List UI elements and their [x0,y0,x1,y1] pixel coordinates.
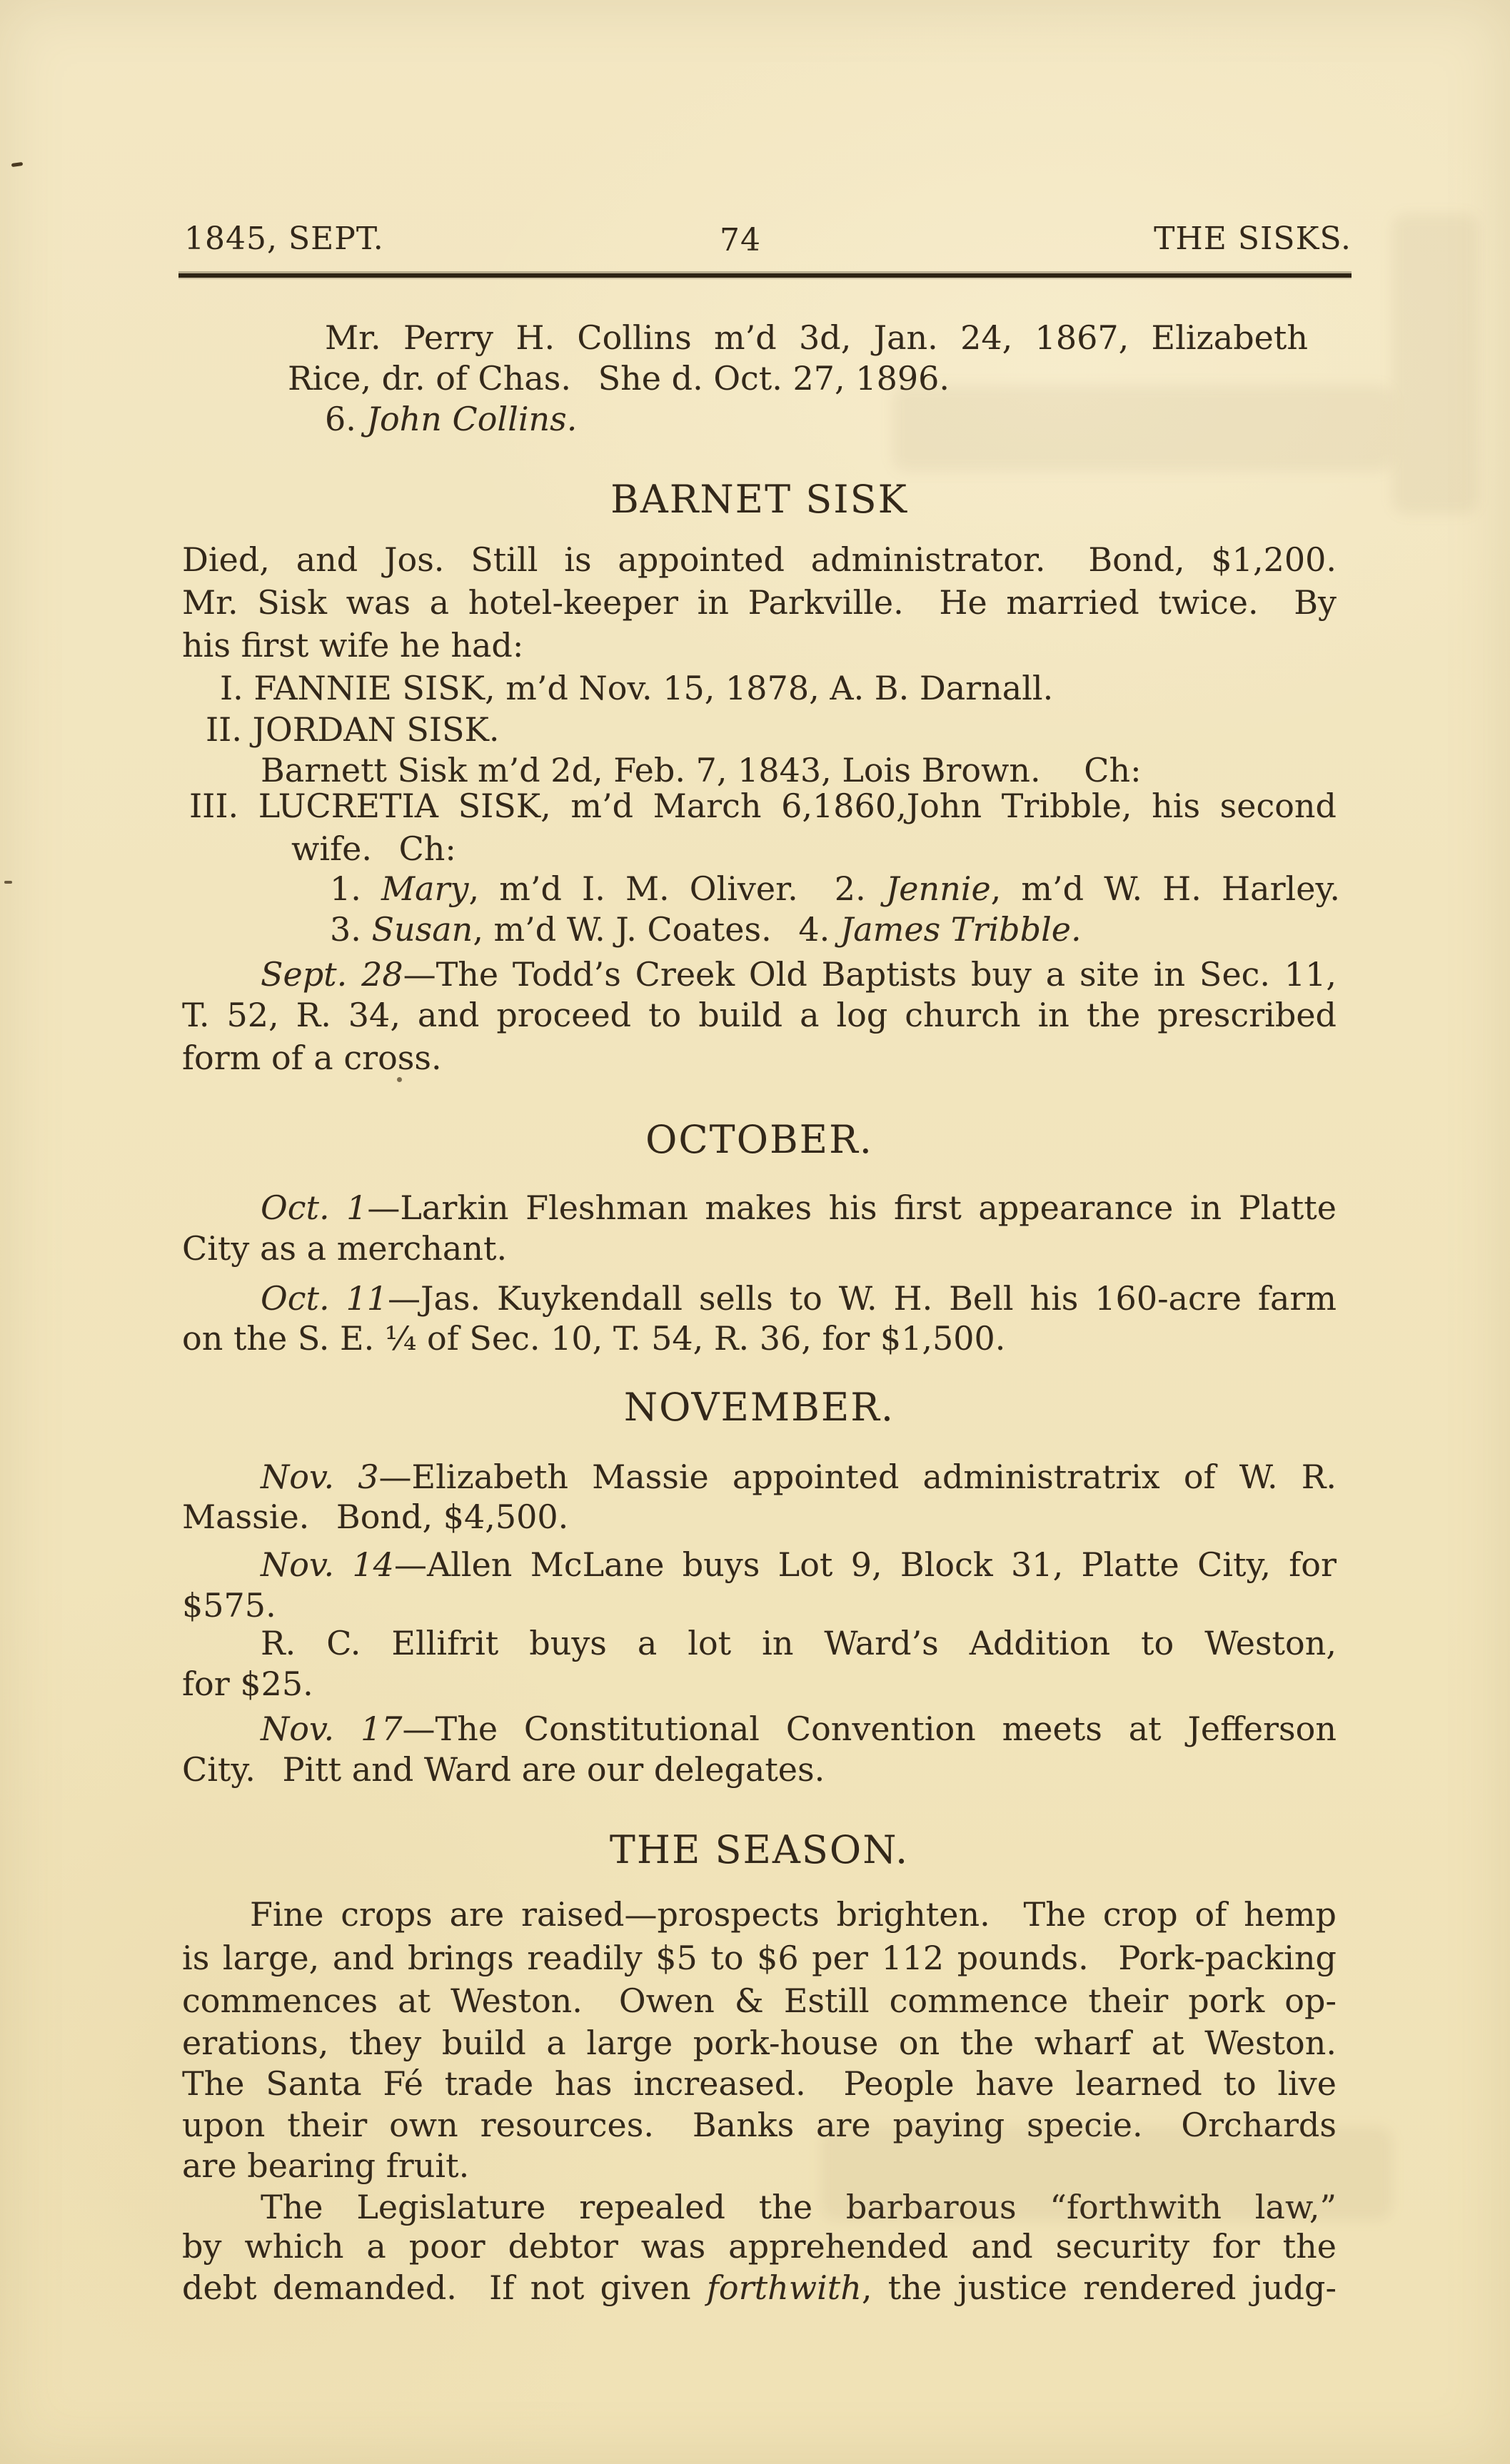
text-segment: II. JORDAN SISK. [206,710,500,749]
text-line [182,2226,1337,2268]
text-segment: III. LUCRETIA SISK, m’d March 6,1860,John Tribble, his second [189,787,1337,825]
text-segment: commences at Weston. Owen & Estill commence their pork op- [182,1981,1337,2020]
text-line [330,909,1082,951]
text-segment: I. FANNIE SISK, m’d Nov. 15, 1878, A. B. Darnall. [220,669,1054,707]
text-line [288,358,950,400]
text-segment: , m’d W. J. Coates. 4. [473,910,840,949]
text-line [182,1037,442,1080]
italic-text: Jennie [885,869,991,908]
ink-speck [397,1077,402,1082]
italic-text: Mary [381,869,469,908]
text-segment: Massie. Bond, $4,500. [182,1498,569,1536]
text-segment: Died, and Jos. Still is appointed administrator. Bond, $1,200. [182,540,1337,579]
text-segment: Rice, dr. of Chas. She d. Oct. 27, 1896. [288,359,950,398]
text-line [182,2145,469,2188]
text-segment: form of a cross. [182,1039,442,1077]
text-segment: are bearing fruit. [182,2146,470,2185]
text-segment: Mr. Perry H. Collins m’d 3d, Jan. 24, 1867, Elizabeth [325,318,1308,357]
bleed-through-smudge [892,385,1392,471]
text-line [261,1187,1337,1230]
text-segment: Mr. Sisk was a hotel-keeper in Parkville. He married twice. By [182,583,1337,622]
text-line [182,1749,825,1792]
text-line [330,868,1340,911]
text-line [220,667,1053,710]
text-segment: erations, they build a large pork-house on the wharf at Weston. [182,2024,1337,2062]
text-line [182,1937,1337,1980]
section-heading: BARNET SISK [610,477,908,522]
header-title: THE SISKS. [1154,221,1352,257]
text-line [261,1544,1337,1587]
text-segment: Barnett Sisk m’d 2d, Feb. 7, 1843, Lois Brown. Ch: [261,751,1142,789]
text-line [182,1228,507,1271]
italic-text: Oct. 11 [261,1279,388,1318]
text-segment: City. Pitt and Ward are our delegates. [182,1750,825,1789]
text-segment: $575. [182,1586,276,1625]
section-heading: NOVEMBER. [623,1385,895,1430]
text-line [261,1622,1337,1665]
text-segment: 6. [325,400,367,438]
text-segment: wife. Ch: [291,829,456,868]
text-line [182,2063,1337,2106]
text-segment: , m’d I. M. Oliver. 2. [468,869,886,908]
italic-text: John Collins. [366,400,578,438]
text-line [325,398,577,441]
text-line [261,1456,1337,1499]
text-segment: , m’d W. H. Harley. [990,869,1340,908]
text-line [189,785,1337,828]
bleed-through-smudge [821,2127,1392,2220]
text-line [206,709,500,752]
header-date: 1845, SEPT. [184,221,384,257]
text-segment: Fine crops are raised—prospects brighten. The crop of hemp [250,1895,1337,1934]
text-segment: debt demanded. If not given [182,2268,707,2307]
text-line [182,1496,568,1539]
text-line [182,625,523,667]
header-page-number: 74 [720,222,761,258]
text-segment: his first wife he had: [182,626,524,665]
ink-speck [4,881,12,884]
text-line [291,828,456,871]
text-line [261,1278,1337,1321]
section-heading: OCTOBER. [645,1117,873,1162]
text-line [250,1894,1337,1937]
text-segment: 3. [330,910,372,949]
text-segment: R. C. Ellifrit buys a lot in Ward’s Addition to Weston, [261,1624,1337,1662]
text-line [182,2267,1337,2310]
text-segment: is large, and brings readily $5 to $6 per 112 pounds. Pork-packing [182,1939,1337,1977]
text-line [182,582,1337,625]
text-segment: City as a merchant. [182,1229,508,1268]
text-segment: , the justice rendered judg- [861,2268,1337,2307]
italic-text: Oct. 1 [261,1188,368,1227]
ink-speck [11,162,24,167]
text-line [261,954,1337,996]
text-segment: upon their own resources. Banks are paying specie. Orchards [182,2106,1337,2144]
text-segment: for $25. [182,1665,313,1703]
text-line [182,2022,1337,2065]
italic-text: Susan [371,910,473,949]
header-rule [178,273,1352,278]
text-line [182,1663,313,1706]
text-segment: —Jas. Kuykendall sells to W. H. Bell his 160-acre farm [388,1279,1337,1318]
text-line [182,994,1337,1037]
text-segment: The Santa Fé trade has increased. People have learned to live [182,2064,1337,2103]
text-segment: —Allen McLane buys Lot 9, Block 31, Platte City, for [393,1545,1337,1584]
text-line [182,1980,1337,2023]
text-segment: —The Todd’s Creek Old Baptists buy a site in Sec. 11, [403,955,1337,994]
italic-text: Nov. 17 [261,1710,403,1748]
text-segment: on the S. E. ¼ of Sec. 10, T. 54, R. 36, for $1,500. [182,1319,1006,1358]
italic-text: Sept. 28 [261,955,403,994]
text-segment: —Elizabeth Massie appointed administratrix of W. R. [378,1458,1337,1496]
text-line [325,317,1308,360]
text-line [182,1318,1005,1360]
italic-text: Nov. 3 [261,1458,379,1496]
section-heading: THE SEASON. [609,1827,910,1872]
text-segment: by which a poor debtor was apprehended and security for the [182,2227,1337,2266]
text-segment: —Larkin Fleshman makes his first appearance in Platte [367,1188,1337,1227]
italic-text: James Tribble. [840,910,1082,949]
text-segment: 1. [330,869,381,908]
italic-text: forthwith [706,2268,862,2307]
text-line [182,1585,276,1627]
text-line [261,1708,1337,1751]
italic-text: Nov. 14 [261,1545,394,1584]
bleed-through-smudge [1392,214,1478,514]
text-segment: —The Constitutional Convention meets at Jefferson [402,1710,1337,1748]
text-line [182,539,1337,582]
text-segment: T. 52, R. 34, and proceed to build a log church in the prescribed [182,996,1337,1034]
text-segment: The Legislature repealed the barbarous “forthwith law,” [261,2188,1337,2226]
